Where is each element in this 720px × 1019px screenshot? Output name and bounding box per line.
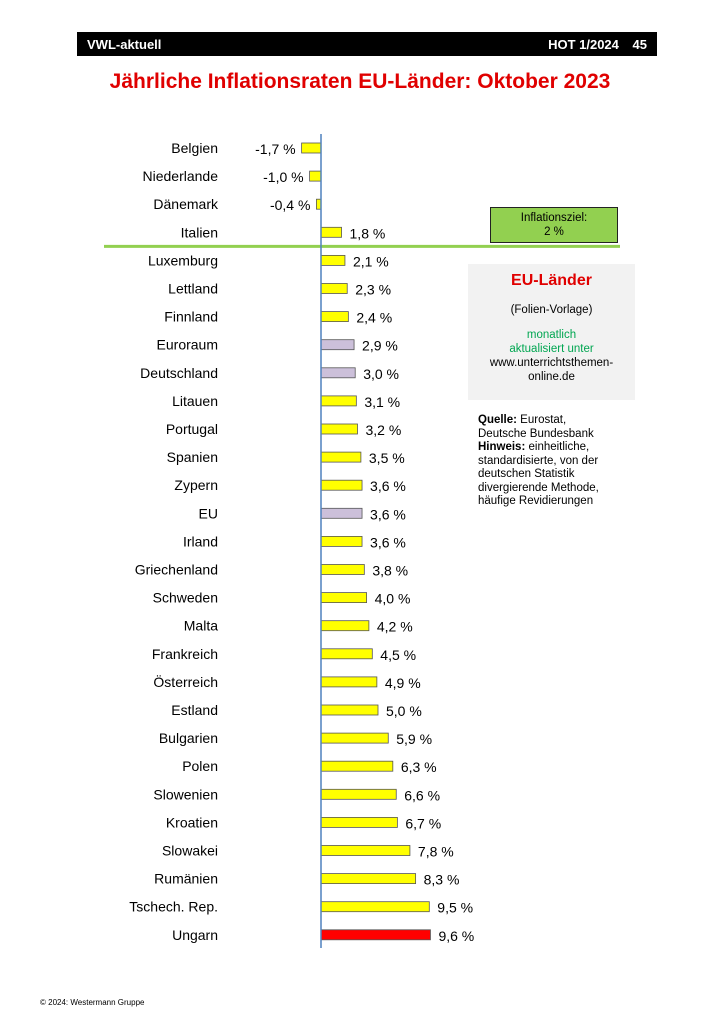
value-label: 3,2 %	[365, 422, 402, 438]
category-label: Spanien	[166, 449, 218, 466]
info-heading: EU-Länder	[511, 272, 592, 289]
note-line-5: häufige Revidierungen	[478, 495, 594, 507]
category-label: Luxemburg	[147, 252, 218, 269]
info-update-note	[468, 328, 635, 356]
bar	[302, 143, 321, 153]
category-label: Tschech. Rep.	[129, 898, 218, 915]
bar	[321, 536, 362, 546]
value-label: 8,3 %	[423, 871, 460, 888]
category-label: Irland	[182, 533, 218, 550]
category-label: Portugal	[165, 421, 218, 437]
value-label: 1,8 %	[349, 225, 386, 242]
bar	[321, 817, 397, 827]
inflation-target-box	[490, 207, 618, 243]
value-label: 3,1 %	[364, 393, 401, 410]
header-page-number: 45	[632, 36, 647, 52]
category-label: Deutschland	[140, 364, 218, 381]
info-url-line-2: online.de	[528, 371, 575, 383]
info-update-line-2: aktualisiert unter	[509, 343, 594, 355]
header-issue: HOT 1/2024	[548, 36, 619, 52]
target-value: 2 %	[544, 226, 564, 238]
bar	[321, 902, 429, 912]
bar	[321, 368, 355, 378]
category-label: Frankreich	[151, 645, 218, 662]
bar	[321, 649, 372, 659]
category-label: Malta	[183, 617, 218, 634]
value-label: 2,4 %	[356, 309, 393, 326]
bar	[321, 255, 345, 265]
category-label: Polen	[182, 758, 218, 775]
category-label: EU	[198, 505, 218, 522]
bar	[321, 789, 396, 799]
bar	[321, 340, 354, 350]
value-label: 6,3 %	[400, 759, 437, 776]
value-label: 4,5 %	[380, 646, 417, 663]
bar	[321, 677, 377, 687]
value-label: -0,4 %	[269, 197, 311, 214]
note-line-2: standardisierte, von der	[478, 454, 599, 467]
category-label: Zypern	[174, 477, 218, 494]
note-label: Hinweis:	[478, 441, 526, 453]
target-label: Inflationsziel:	[520, 212, 588, 224]
value-label: 3,8 %	[372, 562, 409, 579]
bar	[321, 480, 362, 490]
category-label: Niederlande	[142, 168, 218, 185]
category-label: Euroraum	[156, 336, 218, 353]
category-label: Schweden	[152, 589, 218, 606]
value-label: 4,9 %	[384, 674, 421, 691]
category-label: Kroatien	[165, 814, 218, 831]
value-label: 7,8 %	[417, 843, 454, 860]
bar	[321, 312, 348, 322]
value-label: 4,2 %	[376, 618, 413, 635]
bar	[321, 508, 362, 518]
category-label: Italien	[180, 224, 218, 241]
value-label: 3,6 %	[370, 506, 406, 523]
bar	[321, 705, 378, 715]
bar	[321, 227, 342, 237]
bar	[321, 452, 361, 462]
bar	[310, 171, 321, 181]
value-label: 2,3 %	[355, 281, 392, 298]
note-line-3: deutschen Statistik	[478, 468, 575, 480]
bar	[321, 593, 367, 603]
info-url-line-1: www.unterrichtsthemen-	[489, 357, 614, 369]
category-label: Ungarn	[172, 926, 218, 943]
bar	[321, 846, 410, 856]
bar	[321, 874, 416, 884]
value-label: 9,6 %	[438, 927, 475, 944]
bar	[321, 733, 388, 743]
chart-title: Jährliche Inflationsraten EU-Länder: Oktober 2023	[109, 70, 611, 93]
note-text: einheitliche,	[525, 441, 590, 453]
value-label: 2,9 %	[362, 337, 398, 354]
value-label: -1,7 %	[255, 141, 296, 157]
category-label: Finnland	[164, 308, 218, 325]
value-label: 5,9 %	[396, 731, 433, 748]
source-note	[478, 414, 648, 509]
source-line-1	[478, 414, 648, 428]
bar	[321, 621, 369, 631]
value-label: 2,1 %	[352, 253, 389, 270]
category-label: Lettland	[168, 280, 218, 297]
value-label: 3,0 %	[363, 365, 400, 382]
copyright-footer: © 2024: Westermann Gruppe	[40, 998, 145, 1007]
bar	[321, 284, 347, 294]
value-label: 3,6 %	[370, 478, 406, 495]
category-label: Rumänien	[154, 870, 218, 887]
info-box	[468, 264, 635, 400]
bar	[321, 424, 357, 434]
bar	[321, 930, 430, 940]
category-label: Belgien	[171, 140, 218, 156]
category-label: Slowakei	[161, 842, 218, 859]
bar	[321, 396, 356, 406]
info-url	[468, 356, 635, 384]
header-section: VWL-aktuell	[87, 36, 162, 52]
category-label: Slowenien	[153, 786, 218, 803]
category-label: Bulgarien	[158, 730, 218, 747]
value-label: 4,0 %	[374, 590, 411, 607]
info-subtitle: (Folien-Vorlage)	[510, 304, 593, 316]
category-label: Österreich	[153, 673, 218, 690]
value-label: -1,0 %	[263, 169, 304, 186]
bar	[321, 761, 393, 771]
category-label: Griechenland	[134, 561, 218, 578]
info-update-line-1: monatlich	[526, 329, 577, 341]
value-label: 6,7 %	[405, 815, 442, 832]
value-label: 9,5 %	[437, 899, 474, 916]
source-line-2: Deutsche Bundesbank	[478, 427, 594, 440]
category-label: Dänemark	[153, 196, 218, 213]
category-label: Litauen	[172, 392, 218, 409]
value-label: 5,0 %	[386, 703, 422, 719]
value-label: 3,6 %	[370, 534, 406, 551]
bar	[321, 565, 364, 575]
value-label: 3,5 %	[368, 450, 405, 467]
source-text: Eurostat,	[516, 414, 567, 426]
category-label: Estland	[171, 702, 218, 718]
note-line-1	[478, 441, 648, 455]
note-line-4: divergierende Methode,	[478, 481, 599, 494]
source-label: Quelle:	[478, 414, 517, 426]
value-label: 6,6 %	[404, 787, 441, 804]
